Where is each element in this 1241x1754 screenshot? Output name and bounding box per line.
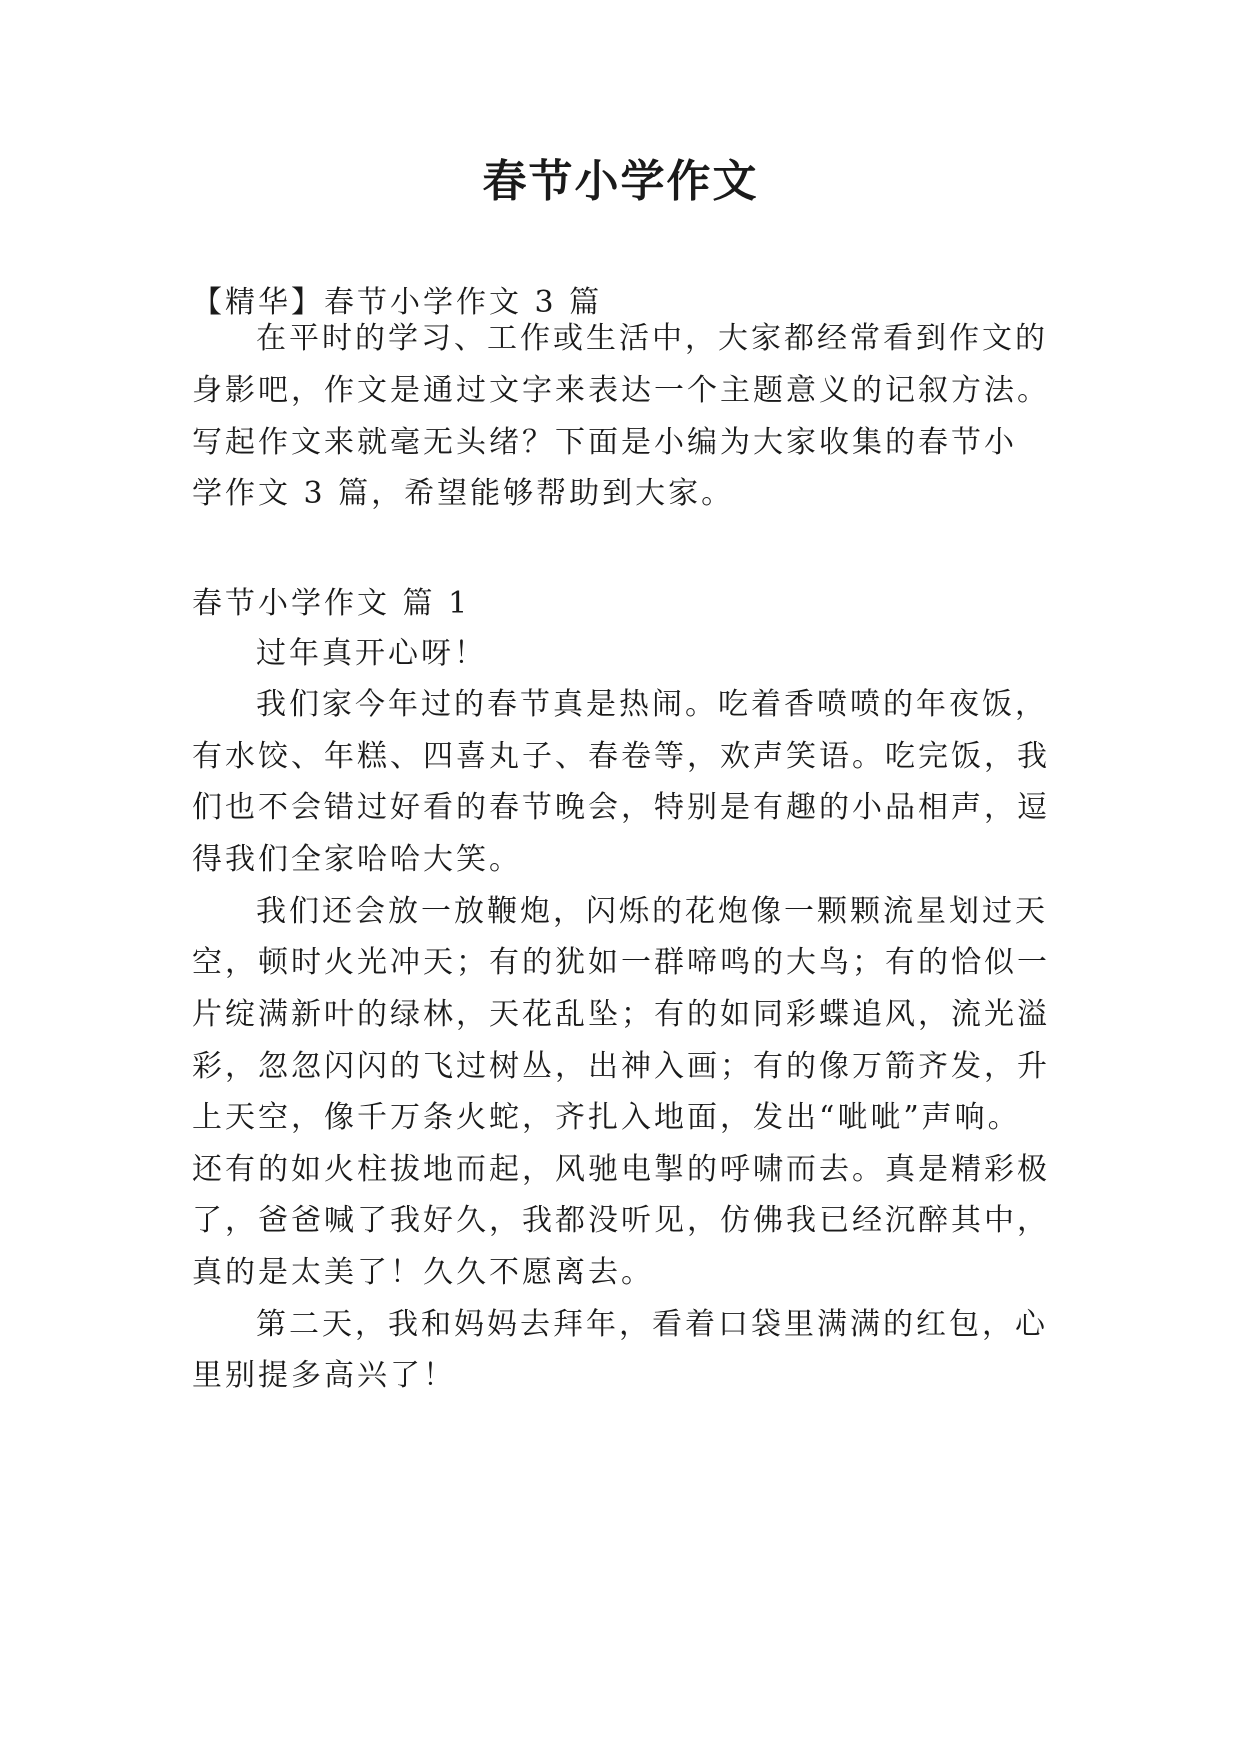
paragraph-line: 上天空，像千万条火蛇，齐扎入地面，发出“呲呲”声响。 [192, 1100, 1021, 1135]
paragraph-line: 得我们全家哈哈大笑。 [192, 842, 522, 877]
intro-line: 写起作文来就毫无头绪？下面是小编为大家收集的春节小 [192, 425, 1017, 460]
document-title: 春节小学作文 [482, 156, 759, 207]
paragraph-line: 还有的如火柱拔地而起，风驰电掣的呼啸而去。真是精彩极 [192, 1152, 1050, 1187]
paragraph-line: 了，爸爸喊了我好久，我都没听见，仿佛我已经沉醉其中， [192, 1203, 1050, 1238]
paragraph-line: 空，顿时火光冲天；有的犹如一群啼鸣的大鸟；有的恰似一 [192, 945, 1050, 980]
section-heading: 春节小学作文 篇 1 [192, 586, 471, 621]
paragraph-line: 我们还会放一放鞭炮，闪烁的花炮像一颗颗流星划过天 [256, 894, 1048, 929]
paragraph-line: 过年真开心呀！ [256, 636, 487, 671]
paragraph-line: 有水饺、年糕、四喜丸子、春卷等，欢声笑语。吃完饭，我 [192, 739, 1050, 774]
intro-line: 身影吧，作文是通过文字来表达一个主题意义的记叙方法。 [192, 373, 1050, 408]
document-subtitle: 【精华】春节小学作文 3 篇 [192, 285, 603, 320]
paragraph-line: 彩，忽忽闪闪的飞过树丛，出神入画；有的像万箭齐发，升 [192, 1049, 1050, 1084]
paragraph-line: 片绽满新叶的绿林，天花乱坠；有的如同彩蝶追风，流光溢 [192, 997, 1050, 1032]
intro-line: 学作文 3 篇，希望能够帮助到大家。 [192, 476, 735, 511]
paragraph-line: 我们家今年过的春节真是热闹。吃着香喷喷的年夜饭， [256, 687, 1048, 722]
intro-line: 在平时的学习、工作或生活中，大家都经常看到作文的 [256, 321, 1048, 356]
paragraph-line: 们也不会错过好看的春节晚会，特别是有趣的小品相声，逗 [192, 790, 1050, 825]
paragraph-line: 真的是太美了！久久不愿离去。 [192, 1255, 654, 1290]
paragraph-line: 第二天，我和妈妈去拜年，看着口袋里满满的红包，心 [256, 1307, 1048, 1342]
paragraph-line: 里别提多高兴了！ [192, 1358, 456, 1393]
